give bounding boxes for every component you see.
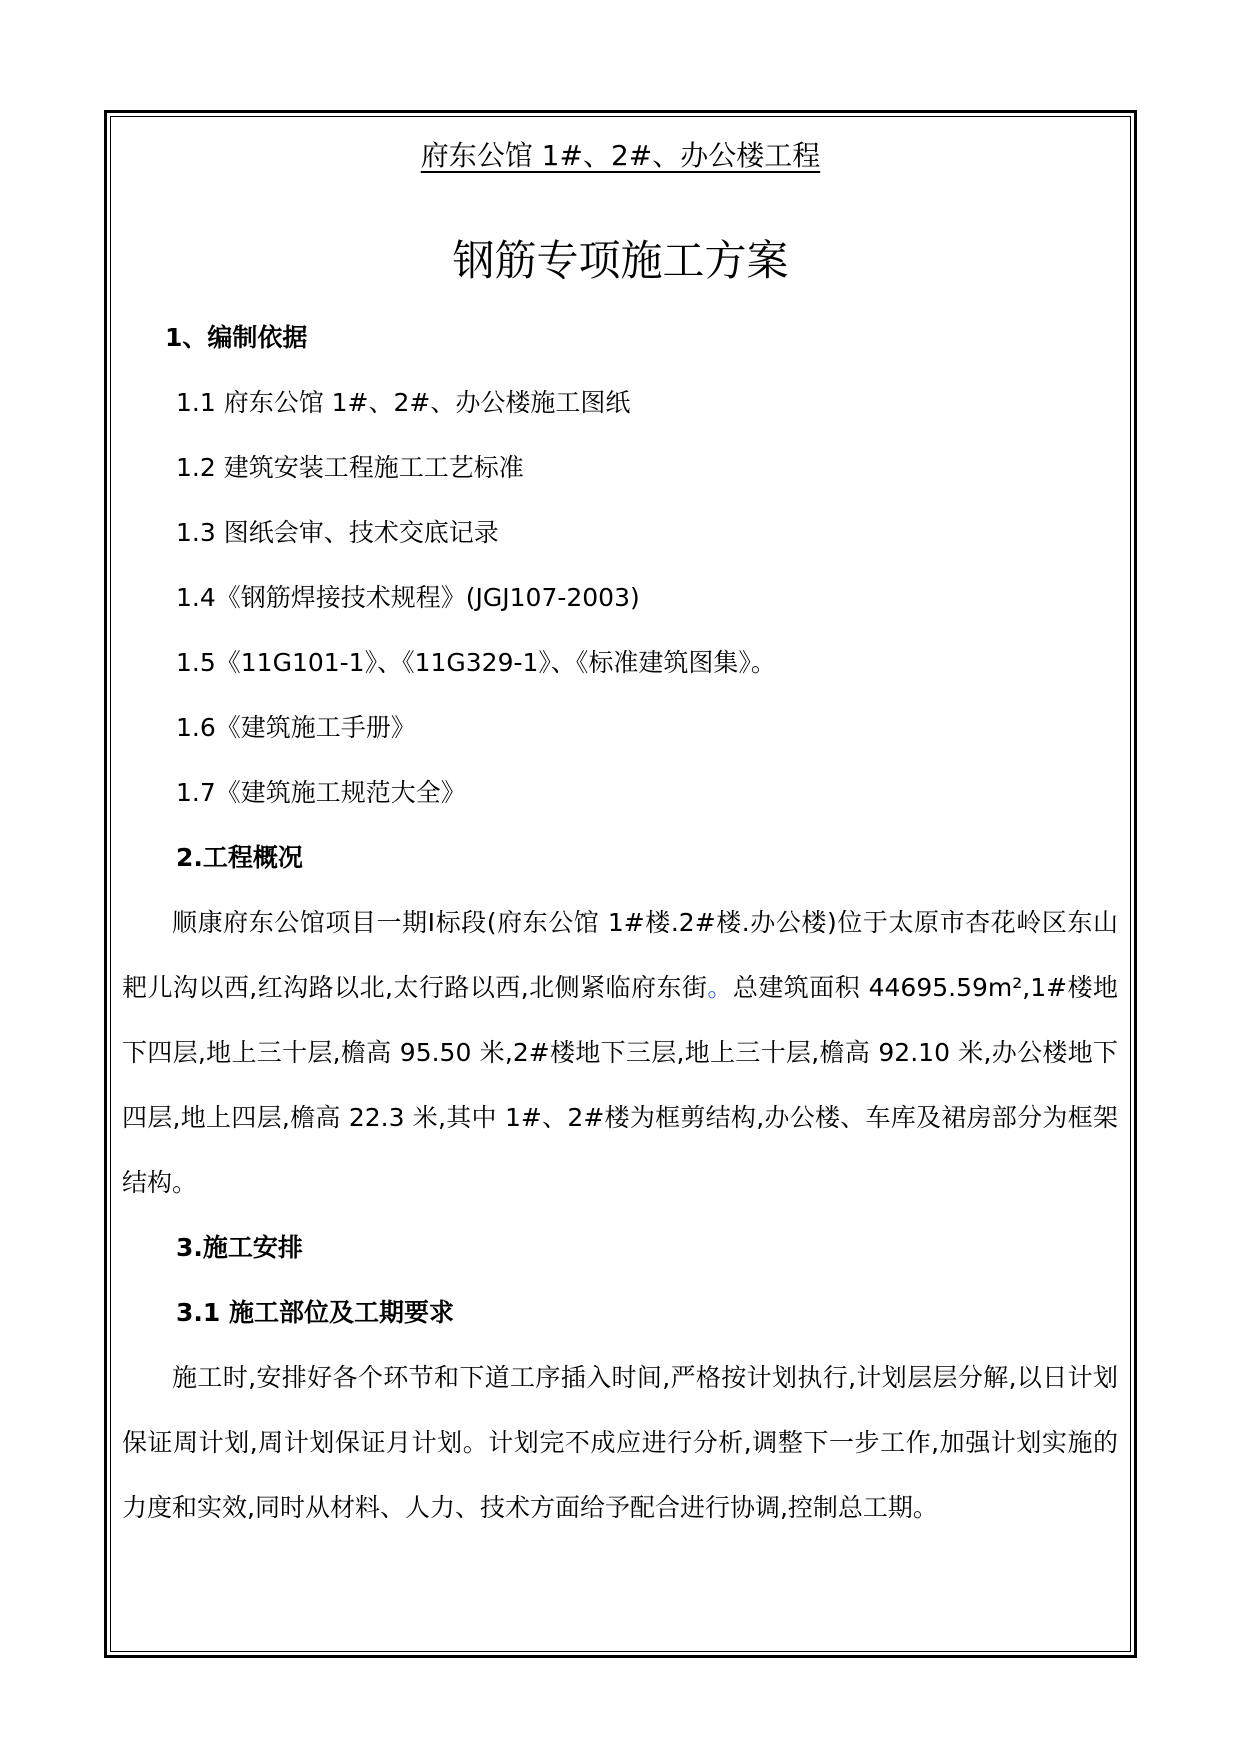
- section-3-heading: 3.施工安排: [176, 1233, 303, 1262]
- document-title: 钢筋专项施工方案: [452, 236, 789, 285]
- basis-item-3: 1.3 图纸会审、技术交底记录: [176, 518, 499, 547]
- basis-item-5: 1.5《11G101-1》、《11G329-1》、《标准建筑图集》。: [176, 648, 776, 677]
- section-1-heading: 1、编制依据: [165, 323, 308, 352]
- overview-text-1: 顺康府东公馆项目一期Ⅰ标段(府东公馆 1#楼.2#楼.办公楼)位于太原市杏花岭区东山耙儿沟以西,红沟路以北,太行路以西,北侧紧临府东街: [122, 908, 1118, 1002]
- section-3-1-heading: 3.1 施工部位及工期要求: [176, 1298, 454, 1327]
- overview-mark: 。: [707, 973, 733, 1002]
- basis-item-6: 1.6《建筑施工手册》: [176, 713, 416, 742]
- project-overview-paragraph: [122, 890, 1118, 1215]
- overview-text-2: 总建筑面积 44695.59m²,1#楼地下四层,地上三十层,檐高 95.50 米,2#楼地下三层,地上三十层,檐高 92.10 米,办公楼地下四层,地上四层,檐高 22.3 米,其中 1#、2#楼为框剪结构,办公楼、车库及裙房部分为框架结构。: [122, 973, 1118, 1197]
- basis-item-7: 1.7《建筑施工规范大全》: [176, 778, 466, 807]
- basis-item-2: 1.2 建筑安装工程施工工艺标准: [176, 453, 524, 482]
- project-title: 府东公馆 1#、2#、办公楼工程: [420, 139, 821, 172]
- basis-item-1: 1.1 府东公馆 1#、2#、办公楼施工图纸: [176, 388, 631, 417]
- schedule-paragraph: 施工时,安排好各个环节和下道工序插入时间,严格按计划执行,计划层层分解,以日计划保证周计划,周计划保证月计划。计划完不成应进行分析,调整下一步工作,加强计划实施的力度和实效,同时从材料、人力、技术方面给予配合进行协调,控制总工期。: [122, 1363, 1119, 1522]
- section-2-heading: 2.工程概况: [176, 843, 303, 872]
- basis-item-4: 1.4《钢筋焊接技术规程》(JGJ107-2003): [176, 583, 640, 612]
